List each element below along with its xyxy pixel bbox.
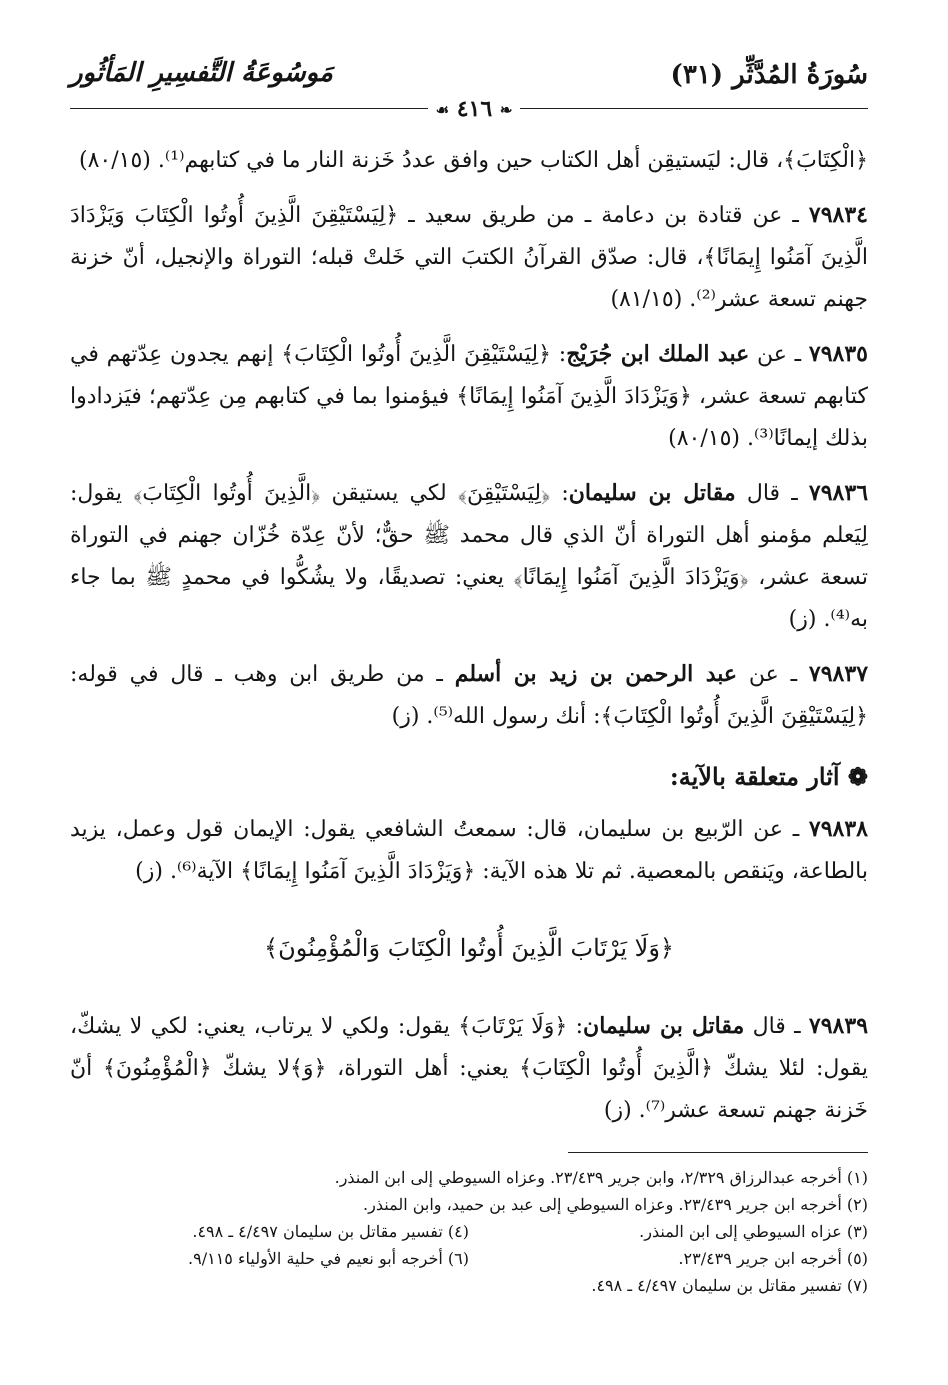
footnote: (٧) تفسير مقاتل بن سليمان ٤/٤٩٧ ـ ٤٩٨.	[591, 1276, 868, 1295]
narration-number: ٧٩٨٣٨	[808, 816, 868, 842]
paragraph-prefix: ـ عن	[737, 662, 798, 687]
surah-header: سُورَةُ المُدَّثِّر (٣١)	[670, 60, 868, 90]
main-text	[70, 140, 868, 1144]
narration-number: ٧٩٨٣٧	[808, 661, 869, 687]
book-title-header: مَوسُوعَةُ التَّفسِيرِ المَأثُور	[70, 58, 333, 88]
footnote-separator	[568, 1152, 868, 1153]
left-ornament-icon: ❧	[499, 101, 513, 119]
page-number-frame	[428, 96, 521, 122]
footnote-row	[70, 1245, 868, 1272]
footnote: (٥) أخرجه ابن جرير ٢٣/٤٣٩.	[678, 1249, 868, 1268]
narrator-name: مقاتل بن سليمان	[568, 480, 736, 506]
right-ornament-icon: ☙	[435, 101, 450, 119]
paragraph-continuation	[70, 140, 868, 182]
page-number: ٤١٦	[456, 96, 493, 122]
footnote: (٢) أخرجه ابن جرير ٢٣/٤٣٩. وعزاه السيوطي إلى عبد بن حميد، وابن المنذر.	[363, 1195, 868, 1214]
narrator-name: عبد الملك ابن جُرَيْج	[566, 341, 750, 367]
paragraph-79837	[70, 653, 868, 738]
paragraph-prefix: ـ قال	[744, 1014, 801, 1039]
footnote: (٦) أخرجه أبو نعيم في حلية الأولياء ٩/١١٥.	[188, 1249, 469, 1268]
narration-number: ٧٩٨٣٩	[808, 1013, 869, 1039]
narration-number: ٧٩٨٣٦	[808, 480, 869, 506]
footnote: (٣) عزاه السيوطي إلى ابن المنذر.	[639, 1222, 868, 1241]
quran-verse-heading: ﴿وَلَا يَرْتَابَ الَّذِينَ أُوتُوا الْكِتَابَ وَالْمُؤْمِنُونَ﴾	[264, 934, 674, 962]
paragraph-prefix: ـ قال	[735, 481, 798, 506]
paragraph-79836	[70, 472, 868, 641]
paragraph-79838	[70, 808, 868, 893]
footnote: (١) أخرجه عبدالرزاق ٢/٣٢٩، وابن جرير ٢٣/٤٣٩. وعزاه السيوطي إلى ابن المنذر.	[334, 1168, 868, 1187]
paragraph-text: ـ من طريق ابن وهب ـ قال في قوله: ﴿لِيَسْتَيْقِنَ الَّذِينَ أُوتُوا الْكِتَابَ﴾: أنك رسول الله⁽⁵⁾. (ز)	[70, 662, 868, 729]
section-title: ❁ آثار متعلقة بالآية:	[669, 762, 868, 791]
paragraph-text: : ﴿لِيَسْتَيْقِنَ الَّذِينَ أُوتُوا الْكِتَابَ﴾ إنهم يجدون عِدّتهم في كتابهم تسعة عشر، ﴿وَيَزْدَادَ الَّذِينَ آمَنُوا إِيمَانًا﴾ فيؤمنوا بما في كتابهم مِن عِدّتهم؛ فيَزدادوا بذلك إيمانًا⁽³⁾. (٨٠/١٥)	[70, 342, 868, 451]
narration-number: ٧٩٨٣٥	[808, 341, 868, 367]
page-number-container	[0, 96, 948, 122]
paragraph-text: : ﴿وَلَا يَرْتَابَ﴾ يقول: ولكي لا يرتاب، يعني: لكي لا يشكّ، يقول: لئلا يشكّ ﴿الَّذِينَ أُوتُوا الْكِتَابَ﴾ يعني: أهل التوراة، ﴿وَ﴾لا يشكّ ﴿الْمُؤْمِنُونَ﴾ أنّ خَزنة جهنم تسعة عشر⁽⁷⁾. (ز)	[70, 1014, 868, 1123]
paragraph-79834	[70, 194, 868, 321]
paragraph-text: ـ عن قتادة بن دعامة ـ من طريق سعيد ـ ﴿لِيَسْتَيْقِنَ الَّذِينَ أُوتُوا الْكِتَابَ وَيَزْدَادَ الَّذِينَ آمَنُوا إِيمَانًا﴾، قال: صدّق القرآنُ الكتبَ التي خَلتْ قبله؛ التوراة والإنجيل، أنّ خزنة جهنم تسعة عشر⁽²⁾. (٨١/١٥)	[70, 203, 868, 312]
paragraph-text: ﴿الْكِتَابَ﴾، قال: ليَستيقِن أهل الكتاب حين وافق عددُ خَزنة النار ما في كتابهم⁽¹⁾. (٨٠/١٥)	[78, 148, 868, 173]
paragraph-prefix: ـ عن	[749, 342, 802, 367]
footnote: (٤) تفسير مقاتل بن سليمان ٤/٤٩٧ ـ ٤٩٨.	[192, 1222, 469, 1241]
narration-number: ٧٩٨٣٤	[808, 202, 868, 228]
paragraph-text: : ﴿لِيَسْتَيْقِنَ﴾ لكي يستيقن ﴿الَّذِينَ أُوتُوا الْكِتَابَ﴾ يقول: لِيَعلم مؤمنو أهل التوراة أنّ الذي قال محمد ﷺ حقٌّ؛ لأنّ عِدّة خُزّان جهنم في التوراة تسعة عشر، ﴿وَيَزْدَادَ الَّذِينَ آمَنُوا إِيمَانًا﴾ يعني: تصديقًا، ولا يشُكُّوا في محمدٍ ﷺ بما جاء به⁽⁴⁾. (ز)	[70, 481, 868, 632]
paragraph-text: ـ عن الرّبيع بن سليمان، قال: سمعتُ الشافعي يقول: الإيمان قول وعمل، يزيد بالطاعة، ويَنقص بالمعصية. ثم تلا هذه الآية: ﴿وَيَزْدَادَ الَّذِينَ آمَنُوا إِيمَانًا﴾ الآية⁽⁶⁾. (ز)	[70, 817, 868, 884]
narrator-name: مقاتل بن سليمان	[583, 1013, 745, 1039]
narrator-name: عبد الرحمن بن زيد بن أسلم	[454, 661, 738, 687]
footnote-row	[70, 1218, 868, 1245]
paragraph-79839	[70, 1005, 868, 1132]
paragraph-79835	[70, 333, 868, 460]
footnotes	[70, 1164, 868, 1299]
